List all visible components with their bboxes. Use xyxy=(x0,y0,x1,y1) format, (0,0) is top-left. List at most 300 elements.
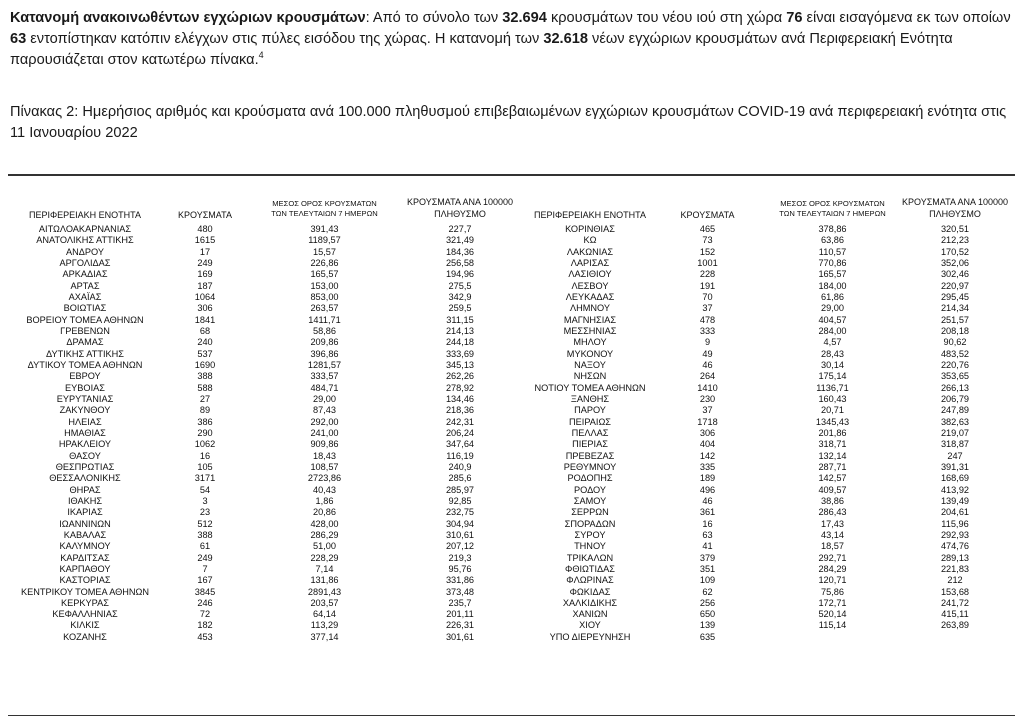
header-cases-right: ΚΡΟΥΣΜΑΤΑ xyxy=(680,210,735,220)
avg7-cell: 132,14 xyxy=(818,450,847,461)
per100k-cell: 232,75 xyxy=(445,507,475,518)
cases-cell: 256 xyxy=(699,597,716,608)
per100k-cell: 194,96 xyxy=(445,269,475,280)
cases-cell: 16 xyxy=(702,518,713,529)
unit-cell: ΑΧΑΪΑΣ xyxy=(68,291,102,302)
cases-cell: 1062 xyxy=(194,439,216,450)
cases-cell: 68 xyxy=(199,325,211,336)
per100k-cell: 206,79 xyxy=(940,393,970,404)
intro-text: κρουσμάτων του νέου ιού στη χώρα xyxy=(546,10,787,26)
cases-cell: 62 xyxy=(702,586,713,597)
avg7-cell: 284,00 xyxy=(818,325,847,336)
avg7-cell: 391,43 xyxy=(310,224,339,234)
unit-cell: ΧΙΟΥ xyxy=(579,620,601,631)
cases-cell: 264 xyxy=(699,371,716,382)
per100k-cell: 226,31 xyxy=(445,620,475,631)
unit-cell: ΙΚΑΡΙΑΣ xyxy=(67,507,103,518)
unit-cell: ΧΑΝΙΩΝ xyxy=(572,609,608,620)
cases-cell: 588 xyxy=(197,382,213,393)
cases-cell: 105 xyxy=(197,461,213,472)
unit-cell: ΜΥΚΟΝΟΥ xyxy=(566,348,614,359)
right-per100k-column xyxy=(890,224,1020,643)
unit-cell: ΚΑΒΑΛΑΣ xyxy=(63,529,107,540)
cases-cell: 465 xyxy=(699,224,716,234)
per100k-cell: 278,92 xyxy=(445,382,475,393)
unit-cell: ΑΡΤΑΣ xyxy=(70,280,100,291)
per100k-cell: 483,52 xyxy=(940,348,970,359)
unit-cell: ΠΕΛΛΑΣ xyxy=(571,427,609,438)
per100k-cell xyxy=(890,632,1020,643)
per100k-cell: 266,13 xyxy=(940,382,970,393)
avg7-cell: 396,86 xyxy=(310,348,339,359)
per100k-cell: 212 xyxy=(947,575,963,586)
cases-cell: 23 xyxy=(199,507,211,518)
per100k-cell: 204,61 xyxy=(940,507,970,518)
unit-cell: ΚΕΡΚΥΡΑΣ xyxy=(61,597,109,608)
unit-cell: ΘΕΣΠΡΩΤΙΑΣ xyxy=(55,461,115,472)
unit-cell: ΡΕΘΥΜΝΟΥ xyxy=(563,461,617,472)
avg7-cell: 15,57 xyxy=(313,246,336,257)
avg7-cell: 484,71 xyxy=(310,382,339,393)
cases-cell: 306 xyxy=(197,303,213,314)
cases-cell: 480 xyxy=(197,224,213,234)
per100k-cell: 342,9 xyxy=(448,291,472,302)
per100k-cell: 285,97 xyxy=(445,484,475,495)
cases-cell: 9 xyxy=(704,337,711,348)
per100k-cell: 227,7 xyxy=(448,224,472,234)
cases-cell: 1001 xyxy=(697,257,718,268)
avg7-cell: 428,00 xyxy=(310,518,339,529)
cases-cell: 49 xyxy=(702,348,713,359)
avg7-cell: 165,57 xyxy=(818,269,847,280)
unit-cell: ΜΗΛΟΥ xyxy=(573,337,607,348)
per100k-cell: 333,69 xyxy=(445,348,475,359)
unit-cell: ΛΑΣΙΘΙΟΥ xyxy=(568,269,612,280)
cases-cell: 453 xyxy=(197,631,213,642)
unit-cell: ΘΗΡΑΣ xyxy=(69,484,101,495)
unit-cell: ΤΡΙΚΑΛΩΝ xyxy=(566,552,614,563)
intro-heading: Κατανομή ανακοινωθέντων εγχώριων κρουσμάτων xyxy=(10,10,366,26)
avg7-cell xyxy=(770,632,895,643)
unit-cell: ΚΑΡΔΙΤΣΑΣ xyxy=(60,552,110,563)
cases-cell: 228 xyxy=(699,269,716,280)
header-avg7-right-l2: ΤΩΝ ΤΕΛΕΥΤΑΙΩΝ 7 ΗΜΕΡΩΝ xyxy=(779,209,886,218)
avg7-cell: 201,86 xyxy=(818,427,847,438)
avg7-cell: 160,43 xyxy=(818,393,847,404)
per100k-cell: 220,97 xyxy=(940,280,970,291)
unit-cell: ΣΕΡΡΩΝ xyxy=(571,507,609,518)
cases-cell: 37 xyxy=(702,303,713,314)
per100k-cell: 382,63 xyxy=(940,416,970,427)
avg7-cell: 30,14 xyxy=(821,359,844,370)
per100k-cell: 415,11 xyxy=(941,609,969,620)
per100k-cell: 219,07 xyxy=(940,427,970,438)
unit-cell: ΜΕΣΣΗΝΙΑΣ xyxy=(563,325,617,336)
avg7-cell: 7,14 xyxy=(315,563,334,574)
per100k-cell: 219,3 xyxy=(448,552,472,563)
per100k-cell: 304,94 xyxy=(445,518,475,529)
avg7-cell: 51,00 xyxy=(313,541,336,552)
per100k-cell: 240,9 xyxy=(448,461,472,472)
unit-cell: ΛΑΚΩΝΙΑΣ xyxy=(566,246,614,257)
cases-cell: 72 xyxy=(199,609,211,620)
cases-cell: 1841 xyxy=(194,314,216,325)
per100k-cell: 302,46 xyxy=(940,269,970,280)
avg7-cell: 153,00 xyxy=(310,280,339,291)
per100k-cell: 235,7 xyxy=(448,597,472,608)
unit-cell: ΛΗΜΝΟΥ xyxy=(569,303,611,314)
cases-cell: 89 xyxy=(199,405,211,416)
avg7-cell: 1,86 xyxy=(315,495,334,506)
per100k-cell: 201,11 xyxy=(446,609,474,620)
per100k-cell: 292,93 xyxy=(940,529,970,540)
unit-cell: ΗΜΑΘΙΑΣ xyxy=(64,427,106,438)
cases-cell: 46 xyxy=(702,359,713,370)
avg7-cell: 113,29 xyxy=(310,620,339,631)
avg7-cell: 61,86 xyxy=(821,291,844,302)
avg7-cell: 284,29 xyxy=(818,563,847,574)
header-avg7-left-l2: ΤΩΝ ΤΕΛΕΥΤΑΙΩΝ 7 ΗΜΕΡΩΝ xyxy=(271,209,378,218)
avg7-cell: 292,71 xyxy=(818,552,847,563)
cases-cell: 139 xyxy=(699,620,716,631)
cases-cell: 306 xyxy=(699,427,716,438)
avg7-cell: 20,86 xyxy=(313,507,336,518)
unit-cell: ΝΑΞΟΥ xyxy=(574,359,606,370)
cases-cell: 249 xyxy=(197,257,213,268)
per100k-cell: 289,13 xyxy=(940,552,970,563)
avg7-cell: 1281,57 xyxy=(307,359,342,370)
cases-cell: 152 xyxy=(699,246,716,257)
per100k-cell: 310,61 xyxy=(445,529,475,540)
unit-cell: ΔΥΤΙΚΗΣ ΑΤΤΙΚΗΣ xyxy=(46,348,124,359)
avg7-cell: 64,14 xyxy=(313,609,336,620)
avg7-cell: 63,86 xyxy=(821,235,844,246)
cases-cell: 246 xyxy=(197,597,213,608)
cases-cell: 240 xyxy=(197,337,213,348)
right-avg7-column xyxy=(770,224,895,643)
cases-cell: 537 xyxy=(197,348,213,359)
avg7-cell: 43,14 xyxy=(821,529,844,540)
avg7-cell: 110,57 xyxy=(818,246,847,257)
header-per100k-right-l1: ΚΡΟΥΣΜΑΤΑ ΑΝΑ 100000 xyxy=(902,197,1008,207)
imported-cases-value: 76 xyxy=(786,10,803,26)
per100k-cell: 347,64 xyxy=(445,439,475,450)
unit-cell: ΖΑΚΥΝΘΟΥ xyxy=(59,405,111,416)
unit-cell: ΝΟΤΙΟΥ ΤΟΜΕΑ ΑΘΗΝΩΝ xyxy=(534,382,646,393)
per100k-cell: 413,92 xyxy=(940,484,970,495)
unit-cell: ΠΙΕΡΙΑΣ xyxy=(572,439,608,450)
cases-cell: 46 xyxy=(702,495,713,506)
unit-cell: ΓΡΕΒΕΝΩΝ xyxy=(60,325,110,336)
cases-cell: 650 xyxy=(699,609,716,620)
cases-cell: 142 xyxy=(699,450,716,461)
cases-cell: 230 xyxy=(699,393,716,404)
avg7-cell: 853,00 xyxy=(310,291,339,302)
avg7-cell: 226,86 xyxy=(310,257,339,268)
unit-cell: ΒΟΙΩΤΙΑΣ xyxy=(63,303,107,314)
header-per100k-right-l2: ΠΛΗΘΥΣΜΟ xyxy=(929,209,981,219)
per100k-cell: 116,19 xyxy=(446,450,474,461)
unit-cell: ΙΘΑΚΗΣ xyxy=(67,495,103,506)
unit-cell: ΑΡΓΟΛΙΔΑΣ xyxy=(59,257,111,268)
avg7-cell: 18,57 xyxy=(821,541,844,552)
unit-cell: ΦΛΩΡΙΝΑΣ xyxy=(566,575,614,586)
intro-text: εντοπίστηκαν κατόπιν ελέγχων στις πύλες εισόδου της χώρας. Η κατανομή των xyxy=(26,31,544,47)
avg7-cell: 20,71 xyxy=(821,405,844,416)
avg7-cell: 175,14 xyxy=(818,371,847,382)
per100k-cell: 168,69 xyxy=(940,473,970,484)
per100k-cell: 320,51 xyxy=(940,224,970,234)
right-unit-column xyxy=(515,224,665,643)
unit-cell: ΚΕΦΑΛΛΗΝΙΑΣ xyxy=(52,609,118,620)
avg7-cell: 286,43 xyxy=(818,507,847,518)
cases-cell: 379 xyxy=(699,552,716,563)
header-avg7-left-l1: ΜΕΣΟΣ ΟΡΟΣ ΚΡΟΥΣΜΑΤΩΝ xyxy=(272,199,377,208)
unit-cell: ΚΑΡΠΑΘΟΥ xyxy=(59,563,111,574)
avg7-cell: 131,86 xyxy=(310,575,339,586)
intro-paragraph xyxy=(10,8,1014,71)
cases-cell: 187 xyxy=(197,280,213,291)
avg7-cell: 209,86 xyxy=(310,337,339,348)
per100k-cell: 214,13 xyxy=(445,325,475,336)
cases-cell: 7 xyxy=(202,563,208,574)
avg7-cell: 378,86 xyxy=(818,224,847,234)
avg7-cell: 142,57 xyxy=(818,473,847,484)
cases-cell: 73 xyxy=(702,235,713,246)
footnote-ref: 4 xyxy=(258,50,264,61)
unit-cell: ΕΥΒΟΙΑΣ xyxy=(65,382,105,393)
per100k-cell: 241,72 xyxy=(940,597,970,608)
cases-cell: 1064 xyxy=(194,291,216,302)
per100k-cell: 134,46 xyxy=(445,393,475,404)
unit-cell: ΡΟΔΟΥ xyxy=(573,484,606,495)
per100k-cell: 345,13 xyxy=(445,359,475,370)
unit-cell: ΠΡΕΒΕΖΑΣ xyxy=(565,450,615,461)
avg7-cell: 28,43 xyxy=(821,348,844,359)
per100k-cell: 321,49 xyxy=(445,235,475,246)
avg7-cell: 4,57 xyxy=(823,337,842,348)
cases-cell: 70 xyxy=(702,291,713,302)
unit-cell: ΔΡΑΜΑΣ xyxy=(66,337,104,348)
avg7-cell: 2891,43 xyxy=(307,586,342,597)
avg7-cell: 87,43 xyxy=(313,405,336,416)
unit-cell: ΞΑΝΘΗΣ xyxy=(570,393,610,404)
avg7-cell: 287,71 xyxy=(818,461,847,472)
cases-cell: 54 xyxy=(199,484,211,495)
unit-cell: ΔΥΤΙΚΟΥ ΤΟΜΕΑ ΑΘΗΝΩΝ xyxy=(27,359,143,370)
per100k-cell: 474,76 xyxy=(940,541,970,552)
cases-cell: 3 xyxy=(202,495,208,506)
avg7-cell: 263,57 xyxy=(310,303,339,314)
unit-cell: ΣΑΜΟΥ xyxy=(573,495,607,506)
cases-cell: 361 xyxy=(699,507,716,518)
unit-cell: ΦΩΚΙΔΑΣ xyxy=(569,586,611,597)
cases-cell: 635 xyxy=(699,631,716,642)
unit-cell: ΑΙΤΩΛΟΑΚΑΡΝΑΝΙΑΣ xyxy=(38,224,132,234)
per100k-cell: 391,31 xyxy=(940,461,970,472)
cases-cell: 351 xyxy=(699,563,716,574)
unit-cell: ΛΕΥΚΑΔΑΣ xyxy=(565,291,615,302)
unit-cell: ΕΒΡΟΥ xyxy=(69,371,101,382)
per100k-cell: 218,36 xyxy=(445,405,475,416)
header-avg7-right-l1: ΜΕΣΟΣ ΟΡΟΣ ΚΡΟΥΣΜΑΤΩΝ xyxy=(780,199,885,208)
avg7-cell: 241,00 xyxy=(310,427,339,438)
cases-cell: 27 xyxy=(199,393,211,404)
unit-cell: ΧΑΛΚΙΔΙΚΗΣ xyxy=(562,597,618,608)
table-bottom-rule xyxy=(8,715,1015,716)
cases-cell: 3171 xyxy=(194,473,216,484)
per100k-cell: 262,26 xyxy=(445,371,475,382)
avg7-cell: 286,29 xyxy=(310,529,339,540)
avg7-cell: 40,43 xyxy=(313,484,336,495)
per100k-cell: 115,96 xyxy=(941,518,969,529)
unit-cell: ΛΕΣΒΟΥ xyxy=(571,280,609,291)
cases-cell: 290 xyxy=(197,427,213,438)
per100k-cell: 352,06 xyxy=(940,257,970,268)
unit-cell: ΠΕΙΡΑΙΩΣ xyxy=(569,416,611,427)
per100k-cell: 353,65 xyxy=(940,371,970,382)
per100k-cell: 92,85 xyxy=(448,495,472,506)
avg7-cell: 770,86 xyxy=(818,257,847,268)
avg7-cell: 1136,71 xyxy=(816,382,849,393)
cases-cell: 478 xyxy=(699,314,716,325)
intro-text: : Από το σύνολο των xyxy=(365,10,503,26)
unit-cell: ΚΩ xyxy=(583,235,597,246)
avg7-cell: 58,86 xyxy=(313,325,336,336)
unit-cell: ΗΡΑΚΛΕΙΟΥ xyxy=(58,439,112,450)
cases-cell: 404 xyxy=(699,439,716,450)
per100k-cell: 139,49 xyxy=(940,495,970,506)
per100k-cell: 331,86 xyxy=(445,575,475,586)
per100k-cell: 184,36 xyxy=(445,246,475,257)
unit-cell: ΑΝΑΤΟΛΙΚΗΣ ΑΤΤΙΚΗΣ xyxy=(36,235,134,246)
left-avg7-column xyxy=(262,224,387,643)
unit-cell: ΥΠΟ ΔΙΕΡΕΥΝΗΣΗ xyxy=(549,631,631,642)
cases-cell: 512 xyxy=(197,518,213,529)
per100k-cell: 170,52 xyxy=(940,246,970,257)
cases-cell: 333 xyxy=(699,325,716,336)
unit-cell: ΤΗΝΟΥ xyxy=(574,541,606,552)
unit-cell: ΣΥΡΟΥ xyxy=(574,529,606,540)
avg7-cell: 203,57 xyxy=(310,597,339,608)
avg7-cell: 2723,86 xyxy=(307,473,342,484)
per100k-cell: 311,15 xyxy=(446,314,474,325)
header-per100k-left-l2: ΠΛΗΘΥΣΜΟ xyxy=(434,209,486,219)
per100k-cell: 90,62 xyxy=(943,337,967,348)
unit-cell: ΦΘΙΩΤΙΔΑΣ xyxy=(564,563,615,574)
unit-cell: ΚΙΛΚΙΣ xyxy=(70,620,100,631)
per100k-cell: 212,23 xyxy=(940,235,970,246)
avg7-cell: 318,71 xyxy=(818,439,847,450)
header-cases-left: ΚΡΟΥΣΜΑΤΑ xyxy=(178,210,232,220)
intro-text: είναι εισαγόμενα εκ των οποίων xyxy=(802,10,1011,26)
avg7-cell: 165,57 xyxy=(310,269,339,280)
avg7-cell: 520,14 xyxy=(818,609,847,620)
per100k-cell: 259,5 xyxy=(448,303,472,314)
table-top-rule xyxy=(8,174,1015,176)
per100k-cell: 153,68 xyxy=(940,586,970,597)
domestic-cases-value: 32.618 xyxy=(543,31,588,47)
unit-cell: ΕΥΡΥΤΑΝΙΑΣ xyxy=(56,393,114,404)
avg7-cell: 75,86 xyxy=(821,586,844,597)
cases-cell: 169 xyxy=(197,269,213,280)
avg7-cell: 404,57 xyxy=(818,314,847,325)
cases-cell: 335 xyxy=(699,461,716,472)
unit-cell: ΝΗΣΩΝ xyxy=(573,371,607,382)
avg7-cell: 1411,71 xyxy=(308,314,341,325)
left-cases-column xyxy=(165,224,245,643)
cases-cell: 3845 xyxy=(194,586,216,597)
avg7-cell: 38,86 xyxy=(821,495,844,506)
per100k-cell: 285,6 xyxy=(448,473,472,484)
border-cases-value: 63 xyxy=(10,31,27,47)
cases-cell: 182 xyxy=(197,620,213,631)
avg7-cell: 228,29 xyxy=(310,552,339,563)
per100k-cell: 95,76 xyxy=(448,563,472,574)
avg7-cell: 1345,43 xyxy=(815,416,850,427)
per100k-cell: 220,76 xyxy=(940,359,970,370)
avg7-cell: 115,14 xyxy=(818,620,847,631)
unit-cell: ΠΑΡΟΥ xyxy=(574,405,606,416)
unit-cell: ΒΟΡΕΙΟΥ ΤΟΜΕΑ ΑΘΗΝΩΝ xyxy=(26,314,144,325)
unit-cell: ΛΑΡΙΣΑΣ xyxy=(570,257,610,268)
per100k-cell: 247,89 xyxy=(940,405,970,416)
left-per100k-column xyxy=(395,224,525,643)
right-cases-column xyxy=(665,224,750,643)
cases-cell: 167 xyxy=(197,575,213,586)
unit-cell: ΚΑΛΥΜΝΟΥ xyxy=(59,541,111,552)
per100k-cell: 247 xyxy=(947,450,963,461)
per100k-cell: 251,57 xyxy=(940,314,970,325)
cases-cell: 61 xyxy=(199,541,211,552)
total-cases-value: 32.694 xyxy=(502,10,547,26)
header-unit-right: ΠΕΡΙΦΕΡΕΙΑΚΗ ΕΝΟΤΗΤΑ xyxy=(533,210,647,220)
avg7-cell: 29,00 xyxy=(313,393,336,404)
table-caption: Πίνακας 2: Ημερήσιος αριθμός και κρούσματα ανά 100.000 πληθυσμού επιβεβαιωμένων εγχώριων κρουσμάτων COVID-19 ανά περιφερειακή ενότητα στις 11 Ιανουαρίου 2022 xyxy=(10,104,1007,141)
cases-cell: 249 xyxy=(197,552,213,563)
cases-cell: 1615 xyxy=(194,235,216,246)
cases-cell: 386 xyxy=(197,416,213,427)
unit-cell: ΚΟΖΑΝΗΣ xyxy=(63,631,107,642)
cases-cell: 1410 xyxy=(697,382,718,393)
cases-cell: 17 xyxy=(199,246,211,257)
cases-cell: 388 xyxy=(197,529,213,540)
per100k-cell: 214,34 xyxy=(940,303,970,314)
unit-cell: ΗΛΕΙΑΣ xyxy=(68,416,102,427)
unit-cell: ΡΟΔΟΠΗΣ xyxy=(567,473,613,484)
unit-cell: ΑΡΚΑΔΙΑΣ xyxy=(62,269,108,280)
avg7-cell: 909,86 xyxy=(310,439,339,450)
cases-cell: 189 xyxy=(699,473,716,484)
cases-cell: 1718 xyxy=(697,416,718,427)
header-unit-left: ΠΕΡΙΦΕΡΕΙΑΚΗ ΕΝΟΤΗΤΑ xyxy=(28,210,142,220)
unit-cell: ΜΑΓΝΗΣΙΑΣ xyxy=(563,314,617,325)
avg7-cell: 292,00 xyxy=(310,416,339,427)
per100k-cell: 301,61 xyxy=(445,631,475,642)
cases-cell: 37 xyxy=(702,405,713,416)
unit-cell: ΚΑΣΤΟΡΙΑΣ xyxy=(59,575,111,586)
cases-cell: 496 xyxy=(699,484,716,495)
unit-cell: ΣΠΟΡΑΔΩΝ xyxy=(564,518,616,529)
avg7-cell: 377,14 xyxy=(310,631,339,642)
cases-cell: 388 xyxy=(197,371,213,382)
unit-cell: ΘΑΣΟΥ xyxy=(69,450,101,461)
per100k-cell: 373,48 xyxy=(445,586,475,597)
per100k-cell: 263,89 xyxy=(940,620,970,631)
per100k-cell: 295,45 xyxy=(940,291,970,302)
per100k-cell: 242,31 xyxy=(445,416,475,427)
avg7-cell: 108,57 xyxy=(310,461,339,472)
